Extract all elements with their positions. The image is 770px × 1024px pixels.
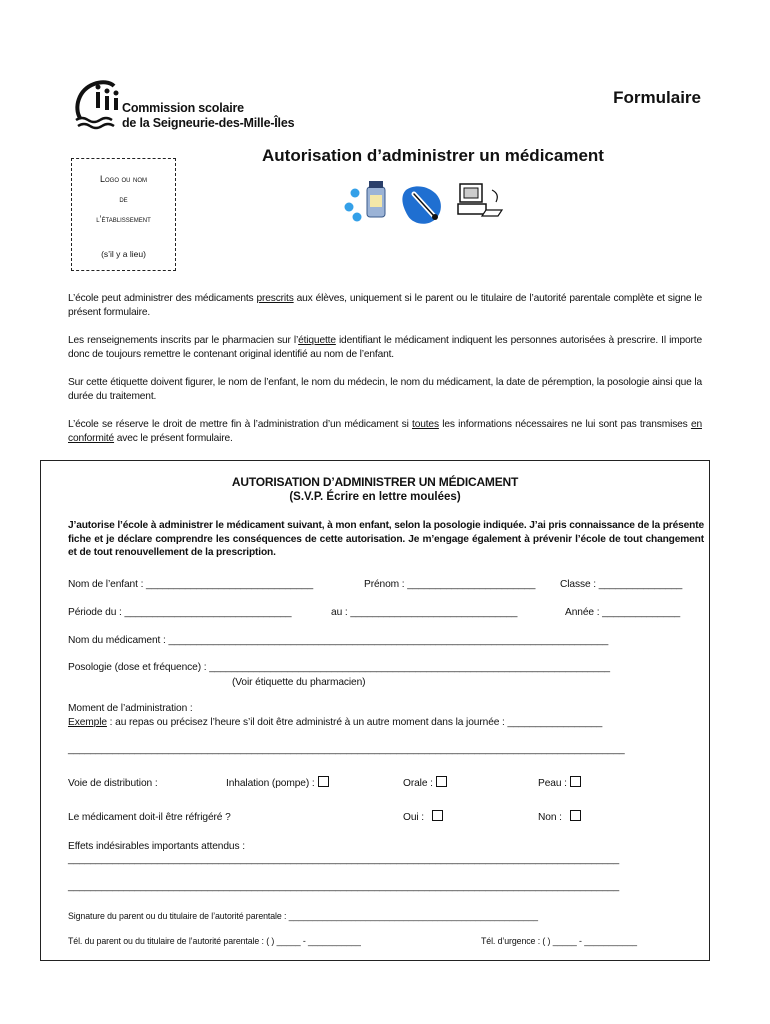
period-end-field[interactable]: au : ______________________________ xyxy=(331,607,518,618)
thermometer-icon xyxy=(400,182,446,228)
intro-paragraph-2: Les renseignements inscrits par le pharmacien sur l’étiquette identifiant le médicament indiquent les personnes autorisées à prescrire. Il importe donc de toujours remettre le contenant original identifié au nom de l’enfant. xyxy=(68,335,702,360)
org-name-line2: de la Seigneurie-des-Mille-Îles xyxy=(122,116,295,130)
route-label: Voie de distribution : xyxy=(68,778,158,789)
signature-field[interactable]: Signature du parent ou du titulaire de l’autorité parentale : ____________________________________________________ xyxy=(68,911,538,921)
authorization-form xyxy=(40,460,710,961)
org-name-line1: Commission scolaire xyxy=(122,101,244,115)
page-title: Autorisation d’administrer un médicament xyxy=(262,146,604,165)
fridge-label: Le médicament doit-il être réfrigéré ? xyxy=(68,812,231,823)
computer-icon xyxy=(456,180,506,222)
timing-label: Moment de l’administration : xyxy=(68,703,193,714)
establishment-note: (s’il y a lieu) xyxy=(101,249,146,259)
child-name-field[interactable]: Nom de l’enfant : ______________________________ xyxy=(68,579,314,590)
establishment-logo-box xyxy=(71,158,176,271)
medication-name-field[interactable]: Nom du médicament : _______________________________________________________________________________ xyxy=(68,635,609,646)
form-title: AUTORISATION D’ADMINISTRER UN MÉDICAMENT xyxy=(231,475,519,489)
school-board-logo xyxy=(72,78,124,132)
dosage-note: (Voir étiquette du pharmacien) xyxy=(232,677,366,688)
route-inhalation-option[interactable]: Inhalation (pompe) : xyxy=(226,776,329,789)
fridge-no-option[interactable]: Non : xyxy=(538,810,581,823)
oral-checkbox[interactable] xyxy=(436,776,447,787)
pills-bottle-icon xyxy=(343,179,393,225)
skin-checkbox[interactable] xyxy=(570,776,581,787)
class-field[interactable]: Classe : _______________ xyxy=(560,579,683,590)
year-field[interactable]: Année : ______________ xyxy=(565,607,681,618)
establishment-line2: de xyxy=(119,194,128,204)
route-skin-option[interactable]: Peau : xyxy=(538,776,581,789)
establishment-line3: l’établissement xyxy=(96,214,151,224)
emergency-phone-field[interactable]: Tél. d’urgence : ( ) _____ - ___________ xyxy=(481,936,637,946)
form-label: Formulaire xyxy=(613,88,701,107)
inhalation-checkbox[interactable] xyxy=(318,776,329,787)
form-subtitle: (S.V.P. Écrire en lettre moulées) xyxy=(289,491,461,503)
first-name-field[interactable]: Prénom : _______________________ xyxy=(364,579,536,590)
timing-line-field[interactable]: ____________________________________________________________________________________________________ xyxy=(68,744,625,755)
intro-paragraph-4: L’école se réserve le droit de mettre fin à l’administration d’un médicament si toutes les informations nécessaires ne lui sont pas transmises en conformité avec le présent formulaire. xyxy=(68,419,702,444)
route-oral-option[interactable]: Orale : xyxy=(403,776,447,789)
timing-example-field[interactable]: Exemple : au repas ou précisez l’heure s’il doit être administré à un autre moment dans la journée : _________________ xyxy=(68,717,603,728)
side-effects-line-1[interactable]: ___________________________________________________________________________________________________ xyxy=(68,854,620,865)
parent-phone-field[interactable]: Tél. du parent ou du titulaire de l’autorité parentale : ( ) _____ - ___________ xyxy=(68,936,361,946)
fridge-yes-checkbox[interactable] xyxy=(432,810,443,821)
intro-paragraph-1: L’école peut administrer des médicaments prescrits aux élèves, uniquement si le parent ou le titulaire de l’autorité parentale complète et signe le présent formulaire. xyxy=(68,293,702,318)
side-effects-label: Effets indésirables importants attendus : xyxy=(68,841,245,852)
establishment-line1: Logo ou nom xyxy=(99,174,147,184)
period-start-field[interactable]: Période du : ______________________________ xyxy=(68,607,292,618)
consent-paragraph: J’autorise l’école à administrer le médicament suivant, à mon enfant, selon la posologie indiquée. J’ai pris connaissance de la présente fiche et je déclare comprendre les conséquences de cette autorisation. Je m’engage également à prévenir l’école de tout changement et de tout renouvellement de la prescription. xyxy=(68,520,704,558)
dosage-field[interactable]: Posologie (dose et fréquence) : ________________________________________________________________________ xyxy=(68,662,610,673)
side-effects-line-2[interactable]: ___________________________________________________________________________________________________ xyxy=(68,881,620,892)
intro-paragraph-3: Sur cette étiquette doivent figurer, le nom de l’enfant, le nom du médecin, le nom du médicament, la date de péremption, la posologie ainsi que la durée du traitement. xyxy=(68,377,702,402)
fridge-yes-option[interactable]: Oui : xyxy=(403,810,443,823)
fridge-no-checkbox[interactable] xyxy=(570,810,581,821)
